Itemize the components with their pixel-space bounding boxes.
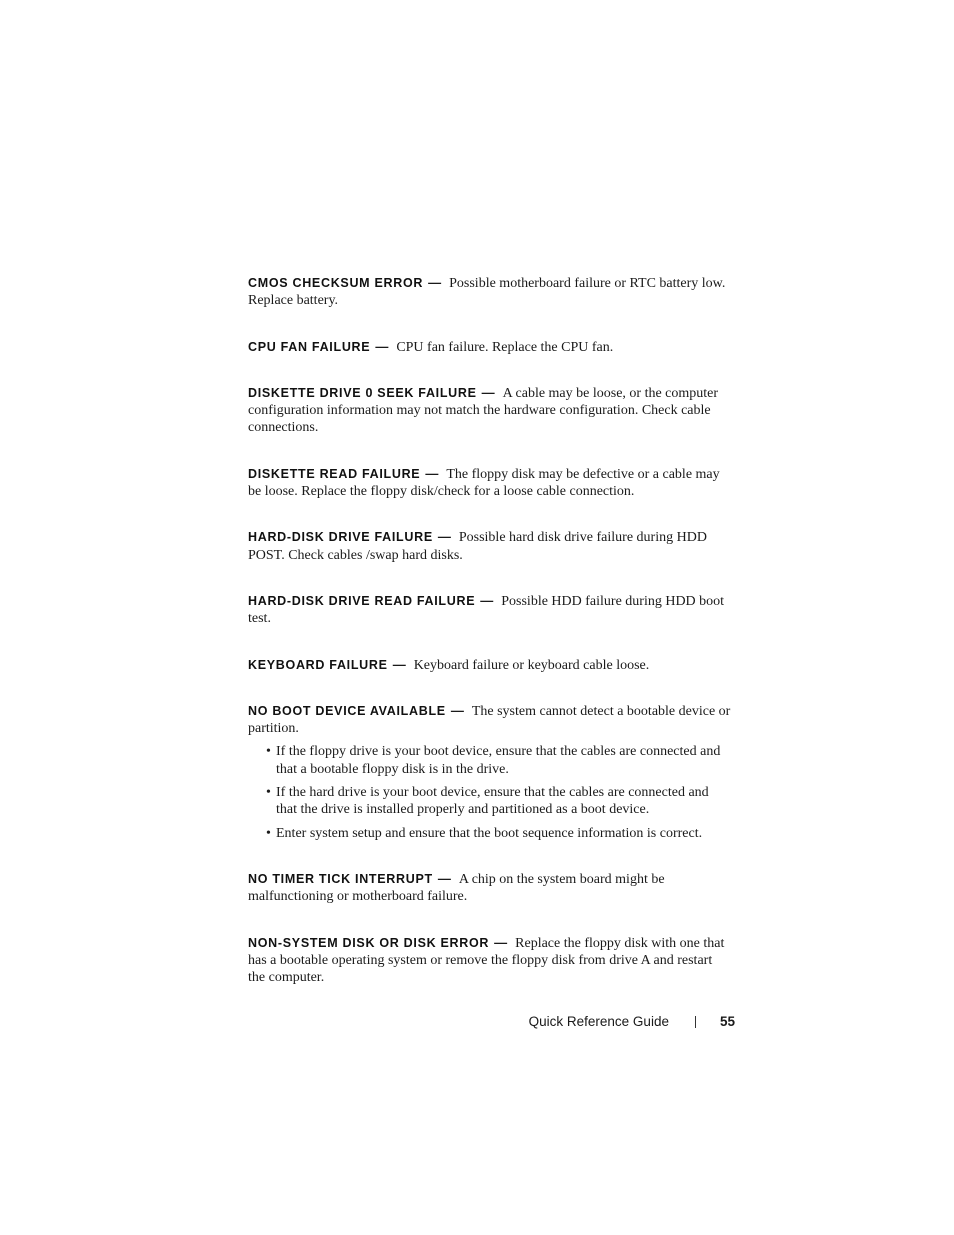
entry-cmos-checksum-error bbox=[248, 274, 732, 310]
entry-paragraph bbox=[248, 592, 732, 628]
entry-non-system-disk-error bbox=[248, 934, 732, 987]
entry-term: CMOS CHECKSUM ERROR bbox=[248, 276, 424, 290]
bullet-text: If the hard drive is your boot device, ensure that the cables are connected and that the drive is installed properly and partitioned as a boot device. bbox=[276, 785, 709, 818]
em-dash: — bbox=[437, 870, 451, 886]
bullet-glyph: • bbox=[266, 785, 271, 801]
entry-paragraph bbox=[248, 465, 732, 501]
entry-paragraph bbox=[248, 870, 732, 906]
entry-description: Possible motherboard failure or RTC battery low. Replace battery. bbox=[248, 276, 726, 309]
entry-description: The floppy disk may be defective or a cable may be loose. Replace the floppy disk/check for a loose cable connection. bbox=[248, 466, 720, 500]
entry-description: A cable may be loose, or the computer configuration information may not match the hardware configuration. Check cable connections. bbox=[248, 385, 719, 436]
entry-term: HARD-DISK DRIVE FAILURE bbox=[248, 530, 433, 545]
em-dash: — bbox=[375, 338, 389, 354]
em-dash: — bbox=[481, 384, 495, 400]
entry-cpu-fan-failure bbox=[248, 338, 732, 356]
entry-term: DISKETTE DRIVE 0 SEEK FAILURE bbox=[248, 385, 477, 400]
entry-paragraph bbox=[248, 934, 732, 987]
entry-term: KEYBOARD FAILURE bbox=[248, 657, 388, 672]
entry-no-boot-device-available bbox=[248, 702, 732, 842]
bullet-text: If the floppy drive is your boot device, ensure that the cables are connected and that a bootable floppy disk is in the drive. bbox=[276, 744, 721, 777]
entry-paragraph bbox=[248, 702, 732, 738]
bullet-text: Enter system setup and ensure that the boot sequence information is correct. bbox=[276, 825, 703, 841]
entry-hard-disk-drive-read-failure bbox=[248, 592, 732, 628]
em-dash: — bbox=[392, 656, 406, 672]
em-dash: — bbox=[480, 592, 494, 608]
page-number: 55 bbox=[719, 1014, 735, 1029]
entry-paragraph bbox=[248, 384, 732, 437]
entry-description: The system cannot detect a bootable device or partition. bbox=[248, 703, 731, 737]
bullet-glyph: • bbox=[266, 825, 271, 841]
entry-description: Possible HDD failure during HDD boot test. bbox=[248, 593, 725, 627]
entry-description: Possible hard disk drive failure during HDD POST. Check cables /swap hard disks. bbox=[248, 530, 707, 563]
entry-hard-disk-drive-failure bbox=[248, 528, 732, 564]
error-message-list bbox=[248, 274, 732, 1014]
entry-term: DISKETTE READ FAILURE bbox=[248, 466, 421, 481]
entry-description: A chip on the system board might be malfunctioning or motherboard failure. bbox=[248, 871, 665, 905]
entry-term: NO BOOT DEVICE AVAILABLE bbox=[248, 703, 446, 718]
bullet-glyph: • bbox=[266, 744, 271, 760]
entry-diskette-drive-seek-failure bbox=[248, 384, 732, 437]
em-dash: — bbox=[437, 529, 451, 545]
entry-term: NON-SYSTEM DISK OR DISK ERROR bbox=[248, 935, 490, 950]
bullet-item bbox=[266, 743, 732, 778]
entry-description: Keyboard failure or keyboard cable loose. bbox=[413, 657, 650, 673]
em-dash: — bbox=[494, 934, 508, 950]
footer-separator bbox=[695, 1016, 696, 1028]
em-dash: — bbox=[425, 465, 439, 481]
entry-term: HARD-DISK DRIVE READ FAILURE bbox=[248, 593, 476, 608]
entry-term: NO TIMER TICK INTERRUPT bbox=[248, 871, 433, 886]
entry-paragraph bbox=[248, 338, 732, 356]
entry-description: Replace the floppy disk with one that has a bootable operating system or remove the floppy disk from drive A and restart the computer. bbox=[248, 935, 725, 986]
bullet-item bbox=[266, 825, 732, 842]
entry-paragraph bbox=[248, 274, 732, 310]
em-dash: — bbox=[450, 702, 464, 718]
entry-keyboard-failure bbox=[248, 656, 732, 674]
entry-description: CPU fan failure. Replace the CPU fan. bbox=[396, 339, 614, 355]
entry-paragraph bbox=[248, 528, 732, 564]
bullet-item bbox=[266, 784, 732, 819]
entry-paragraph bbox=[248, 656, 732, 674]
bullet-list bbox=[248, 743, 732, 841]
entry-term: CPU FAN FAILURE bbox=[248, 339, 371, 354]
page-footer bbox=[480, 1014, 735, 1029]
entry-no-timer-tick-interrupt bbox=[248, 870, 732, 906]
entry-diskette-read-failure bbox=[248, 465, 732, 501]
footer-title: Quick Reference Guide bbox=[528, 1014, 669, 1029]
em-dash: — bbox=[428, 275, 442, 290]
